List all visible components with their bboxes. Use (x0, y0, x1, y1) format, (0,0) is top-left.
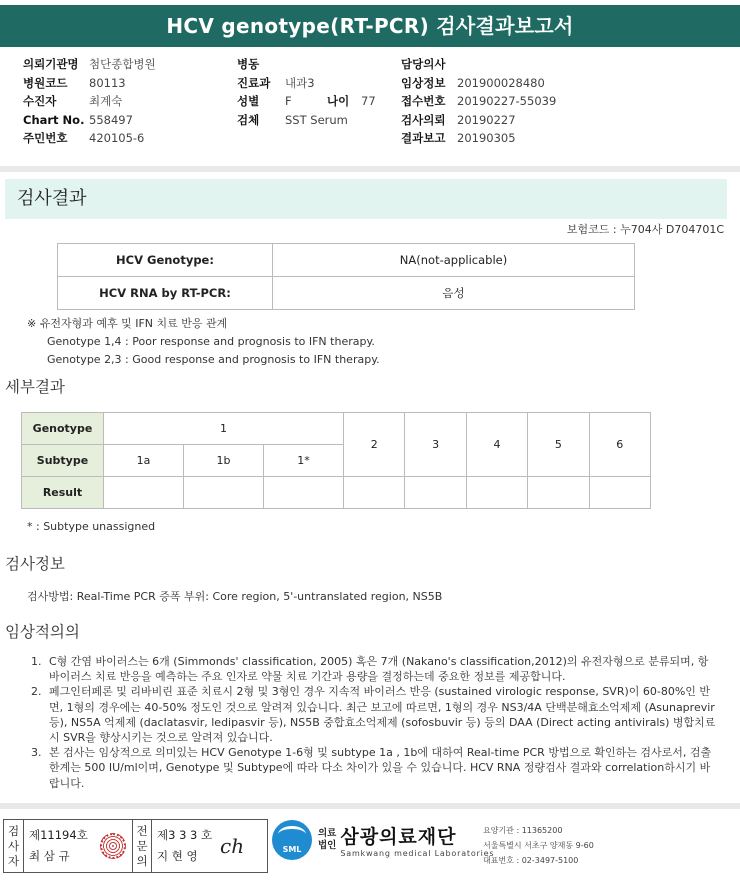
specialist-label-char: 의 (136, 853, 148, 868)
specimen-label: 검체 (237, 112, 260, 127)
list-item: 1. C형 간염 바이러스는 6개 (Simmonds' classification, 2005) 혹은 7개 (Nakano's classification,2012)의 유전자형으로 분류되며, 항바이러스 치료 반응을 예측하는 주요 인자로 약물 치료 기간과 용량을 결정하는데 중요한 정보를 제공합니다. (45, 654, 717, 684)
patient-info-col1 (23, 55, 156, 148)
contact-line: 요양기관 : 11365200 (483, 826, 563, 835)
genotype-4-cell: 4 (466, 413, 527, 477)
table-row (58, 244, 635, 277)
brand (340, 822, 494, 858)
legal-line: 법인 (318, 840, 337, 851)
contact-line: 서울특별시 서초구 양재동 9-60 (483, 841, 594, 850)
specialist-license: 제3 3 3 호 (157, 828, 213, 842)
chart-no-value: 558497 (89, 112, 133, 127)
note-line: Genotype 2,3 : Good response and prognosis to IFN therapy. (47, 353, 380, 366)
result-cell (405, 477, 466, 509)
resident-no-label: 주민번호 (23, 131, 68, 145)
request-date-label: 검사의뢰 (401, 112, 446, 127)
chart-no-label: Chart No. (23, 112, 85, 127)
divider (0, 803, 740, 809)
genotype-3-cell: 3 (405, 413, 466, 477)
genotype-note (27, 315, 380, 369)
detail-table (21, 412, 651, 509)
genotype-5-cell: 5 (528, 413, 589, 477)
patient-name-value: 최계숙 (89, 94, 123, 108)
subtype-1a-cell: 1a (104, 445, 184, 477)
result-heading: 검사결과 (5, 179, 727, 219)
request-date-value: 20190227 (457, 112, 516, 127)
note-line: Genotype 1,4 : Poor response and prognosis to IFN therapy. (47, 335, 375, 348)
table-row (58, 277, 635, 310)
clinical-info-value: 201900028480 (457, 75, 545, 90)
hcv-genotype-label: HCV Genotype: (58, 244, 273, 277)
receipt-no-value: 20190227-55039 (457, 94, 557, 108)
examiner-cell (24, 820, 94, 872)
sml-logo-icon (272, 820, 312, 860)
hospital-code-value: 80113 (89, 75, 126, 90)
examiner-label-char: 사 (7, 838, 20, 853)
specialist-name: 지 현 영 (157, 849, 198, 863)
test-info-heading: 검사정보 (5, 555, 65, 573)
footer-logo (272, 820, 494, 860)
logo-text: SML (282, 845, 302, 854)
clinical-list (27, 654, 717, 791)
genotype-header: Genotype (22, 413, 104, 445)
sex-value: F (285, 94, 292, 108)
age-label: 나이 (327, 94, 350, 108)
org-name: 삼광의료재단 (340, 826, 457, 848)
hospital-name-label: 의뢰기관명 (23, 57, 79, 71)
hospital-code-label: 병원코드 (23, 75, 68, 90)
report-date-label: 결과보고 (401, 131, 446, 145)
hcv-rna-label: HCV RNA by RT-PCR: (58, 277, 273, 310)
subtype-1star-cell: 1* (264, 445, 344, 477)
legal-entity (318, 828, 336, 852)
specialist-cell (152, 820, 214, 872)
list-item: 3. 본 검사는 임상적으로 의미있는 HCV Genotype 1-6형 및 subtype 1a , 1b에 대하여 Real-time PCR 방법으로 확인하는 검사로서, 검출한계는 500 IU/ml이며, Genotype 및 Subtype에 따라 다소 차이가 있을 수 있습니다. HCV RNA 정량검사 결과와 correlation하시기 바랍니다. (45, 745, 717, 791)
examiner-label (4, 820, 24, 872)
specialist-label-char: 문 (136, 838, 148, 853)
result-cell (589, 477, 650, 509)
genotype-1-cell: 1 (104, 413, 344, 445)
hospital-name-value: 첨단종합병원 (89, 57, 156, 71)
specimen-value: SST Serum (285, 112, 348, 127)
genotype-result-table (57, 243, 635, 310)
genotype-2-cell: 2 (344, 413, 405, 477)
subtype-header: Subtype (22, 445, 104, 477)
patient-info-col2 (237, 55, 376, 129)
insurance-code: 보험코드 : 누704사 D704701C (566, 223, 724, 236)
receipt-no-label: 접수번호 (401, 94, 446, 108)
result-cell (528, 477, 589, 509)
table-row (22, 477, 651, 509)
examiner-label-char: 자 (7, 853, 20, 868)
result-header: Result (22, 477, 104, 509)
specialist-label-char: 전 (136, 823, 148, 838)
result-cell (104, 477, 184, 509)
detail-heading: 세부결과 (5, 378, 65, 396)
department-label: 진료과 (237, 75, 271, 90)
divider (0, 166, 740, 172)
report-title: HCV genotype(RT-PCR) 검사결과보고서 (0, 5, 740, 47)
handwritten-signature: ch (220, 834, 245, 858)
legal-line: 의료 (318, 828, 337, 839)
ward-label: 병동 (237, 57, 260, 71)
age-value: 77 (361, 94, 376, 108)
doctor-label: 담당의사 (401, 57, 446, 71)
genotype-6-cell: 6 (589, 413, 650, 477)
subtype-footnote: * : Subtype unassigned (27, 520, 156, 533)
note-title: ※ 유전자형과 예후 및 IFN 치료 반응 관계 (27, 317, 228, 330)
contact-line: 대표번호 : 02-3497-5100 (483, 856, 579, 865)
signature-box (3, 819, 268, 873)
examiner-name: 최 삼 규 (29, 849, 70, 863)
org-name-en: Samkwang medical Laboratories (340, 849, 495, 858)
patient-info-col3 (401, 55, 556, 148)
specialist-label (132, 820, 152, 872)
result-cell (264, 477, 344, 509)
table-row (22, 413, 651, 445)
clinical-info-label: 임상정보 (401, 75, 446, 90)
result-cell (344, 477, 405, 509)
contact-info (483, 823, 594, 868)
hcv-genotype-value: NA(not-applicable) (273, 244, 635, 277)
hcv-rna-value: 음성 (273, 277, 635, 310)
examiner-seal (100, 833, 126, 859)
result-cell (184, 477, 264, 509)
subtype-1b-cell: 1b (184, 445, 264, 477)
clinical-heading: 임상적의의 (5, 623, 80, 641)
department-value: 내과3 (285, 75, 315, 90)
report-date-value: 20190305 (457, 131, 516, 145)
test-method: 검사방법: Real-Time PCR 증폭 부위: Core region, 5'-untranslated region, NS5B (27, 590, 443, 603)
examiner-label-char: 검 (7, 823, 20, 838)
patient-name-label: 수진자 (23, 94, 57, 108)
sex-label: 성별 (237, 94, 260, 108)
examiner-license: 제11194호 (29, 828, 88, 842)
list-item: 2. 페그인터페론 및 리바비린 표준 치료시 2형 및 3형인 경우 지속적 바이러스 반응 (sustained virologic response, SVR)이 60-80%인 반면, 1형의 경우에는 40-50% 정도인 것으로 알려져 있습니다. 최근 보고에 따르면, 1형의 경우 NS3/4A 단백분해효소억제제 (Asunaprevir 등), NS5A 억제제 (daclatasvir, ledipasvir 등), NS5B 중합효소억제제 (sofosbuvir 등) 등의 DAA (Direct acting antivirals) 병합치료시 SVR을 향상시키는 것으로 알려져 있습니다. (45, 684, 717, 745)
resident-no-value: 420105-6 (89, 131, 145, 145)
result-cell (466, 477, 527, 509)
